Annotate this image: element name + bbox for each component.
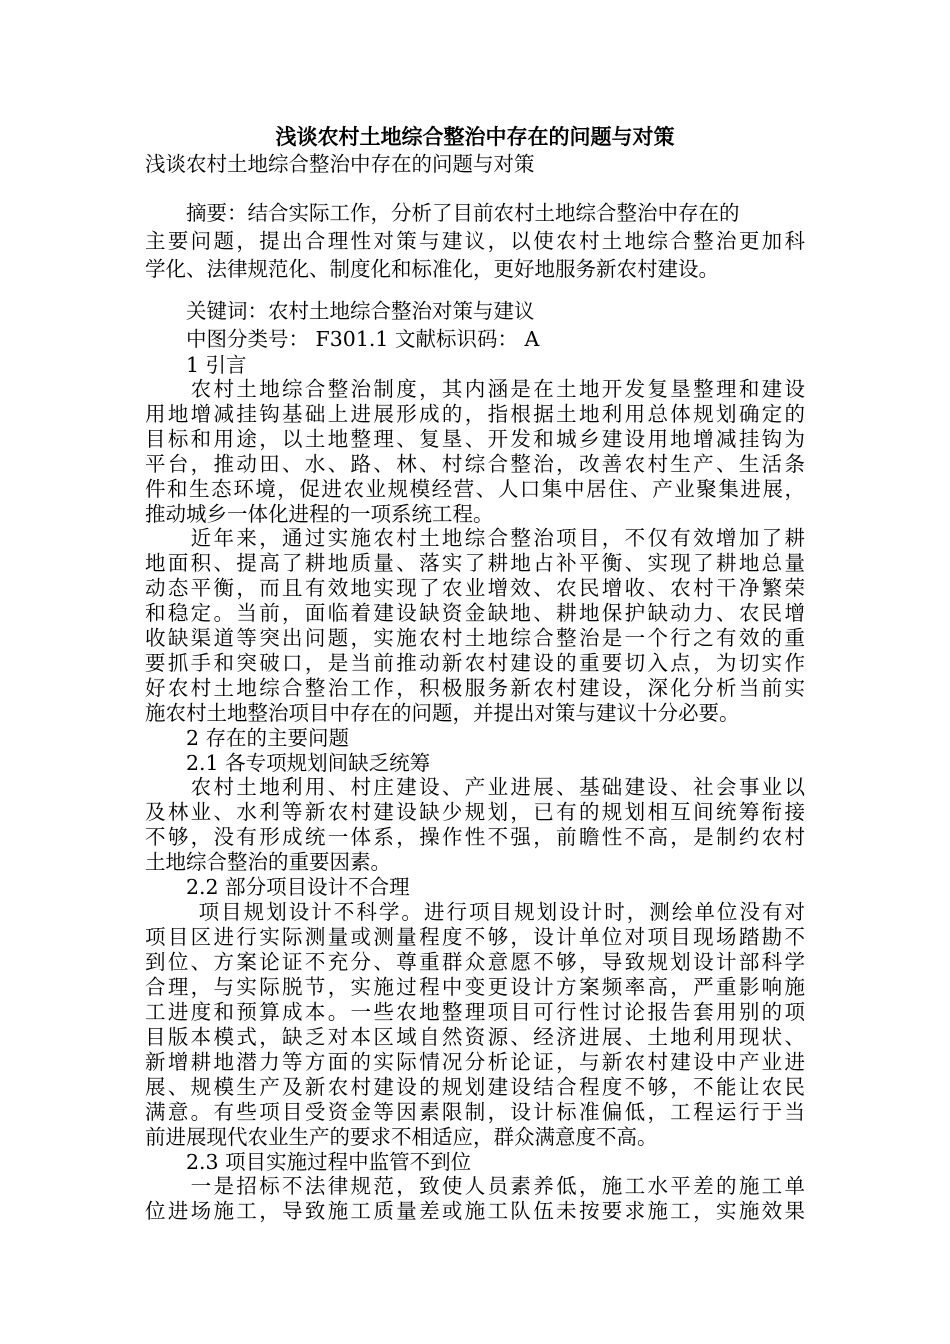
paragraph-line: 新增耕地潜力等方面的实际情况分析论证，与新农村建设中产业进 xyxy=(145,1050,805,1074)
paragraph-line: 施农村土地整治项目中存在的问题，并提出对策与建议十分必要。 xyxy=(145,701,740,725)
classification-line: 中图分类号： F301.1 文献标识码： A xyxy=(145,327,540,351)
document-subtitle: 浅谈农村土地综合整治中存在的问题与对策 xyxy=(145,152,535,176)
paragraph-line: 农村土地综合整治制度，其内涵是在土地开发复垦整理和建设 xyxy=(145,377,805,401)
paragraph-line: 项目规划设计不科学。进行项目规划设计时，测绘单位没有对 xyxy=(145,900,805,924)
abstract-line: 主要问题，提出合理性对策与建议，以使农村土地综合整治更加科 xyxy=(145,229,805,253)
paragraph-line: 到位、方案论证不充分、尊重群众意愿不够，导致规划设计部科学 xyxy=(145,950,805,974)
section-heading: 1 引言 xyxy=(145,353,247,377)
paragraph-line: 收缺渠道等突出问题，实施农村土地综合整治是一个行之有效的重 xyxy=(145,626,805,650)
paragraph-line: 好农村土地综合整治工作，积极服务新农村建设，深化分析当前实 xyxy=(145,676,805,700)
paragraph-line: 目标和用途，以土地整理、复垦、开发和城乡建设用地增减挂钩为 xyxy=(145,427,805,451)
paragraph-line: 推动城乡一体化进程的一项系统工程。 xyxy=(145,502,494,526)
paragraph-line: 要抓手和突破口，是当前推动新农村建设的重要切入点，为切实作 xyxy=(145,651,805,675)
paragraph-line: 近年来，通过实施农村土地综合整治项目，不仅有效增加了耕 xyxy=(145,526,805,550)
paragraph-line: 前进展现代农业生产的要求不相适应，群众满意度不高。 xyxy=(145,1125,658,1149)
abstract-line: 摘要：结合实际工作，分析了目前农村土地综合整治中存在的 xyxy=(145,201,740,225)
paragraph-line: 位进场施工，导致施工质量差或施工队伍未按要求施工，实施效果 xyxy=(145,1199,805,1223)
paragraph-line: 动态平衡，而且有效地实现了农业增效、农民增收、农村干净繁荣 xyxy=(145,576,805,600)
subsection-heading: 2.2 部分项目设计不合理 xyxy=(145,875,410,899)
keywords-line: 关键词：农村土地综合整治对策与建议 xyxy=(145,299,535,323)
paragraph-line: 农村土地利用、村庄建设、产业进展、基础建设、社会事业以 xyxy=(145,775,805,799)
paragraph-line: 工进度和预算成本。一些农地整理项目可行性讨论报告套用别的项 xyxy=(145,1000,805,1024)
subsection-heading: 2.3 项目实施过程中监管不到位 xyxy=(145,1150,472,1174)
paragraph-line: 件和生态环境，促进农业规模经营、人口集中居住、产业聚集进展， xyxy=(145,477,805,501)
paragraph-line: 项目区进行实际测量或测量程度不够，设计单位对项目现场踏勘不 xyxy=(145,925,805,949)
paragraph-line: 一是招标不法律规范，致使人员素养低，施工水平差的施工单 xyxy=(145,1174,805,1198)
paragraph-line: 合理，与实际脱节，实施过程中变更设计方案频率高，严重影响施 xyxy=(145,975,805,999)
paragraph-line: 和稳定。当前，面临着建设缺资金缺地、耕地保护缺动力、农民增 xyxy=(145,601,805,625)
subsection-heading: 2.1 各专项规划间缺乏统筹 xyxy=(145,751,431,775)
paragraph-line: 用地增减挂钩基础上进展形成的，指根据土地利用总体规划确定的 xyxy=(145,402,805,426)
section-heading: 2 存在的主要问题 xyxy=(145,726,350,750)
paragraph-line: 满意。有些项目受资金等因素限制，设计标准偏低，工程运行于当 xyxy=(145,1100,805,1124)
paragraph-line: 目版本模式，缺乏对本区域自然资源、经济进展、土地利用现状、 xyxy=(145,1025,805,1049)
paragraph-line: 地面积、提高了耕地质量、落实了耕地占补平衡、实现了耕地总量 xyxy=(145,551,805,575)
document-title: 浅谈农村土地综合整治中存在的问题与对策 xyxy=(275,124,675,149)
paragraph-line: 及林业、水利等新农村建设缺少规划，已有的规划相互间统筹衔接 xyxy=(145,800,805,824)
abstract-line: 学化、法律规范化、制度化和标准化，更好地服务新农村建设。 xyxy=(145,257,719,281)
paragraph-line: 平台，推动田、水、路、林、村综合整治，改善农村生产、生活条 xyxy=(145,452,805,476)
paragraph-line: 展、规模生产及新农村建设的规划建设结合程度不够，不能让农民 xyxy=(145,1075,805,1099)
paragraph-line: 土地综合整治的重要因素。 xyxy=(145,850,391,874)
paragraph-line: 不够，没有形成统一体系，操作性不强，前瞻性不高，是制约农村 xyxy=(145,825,805,849)
